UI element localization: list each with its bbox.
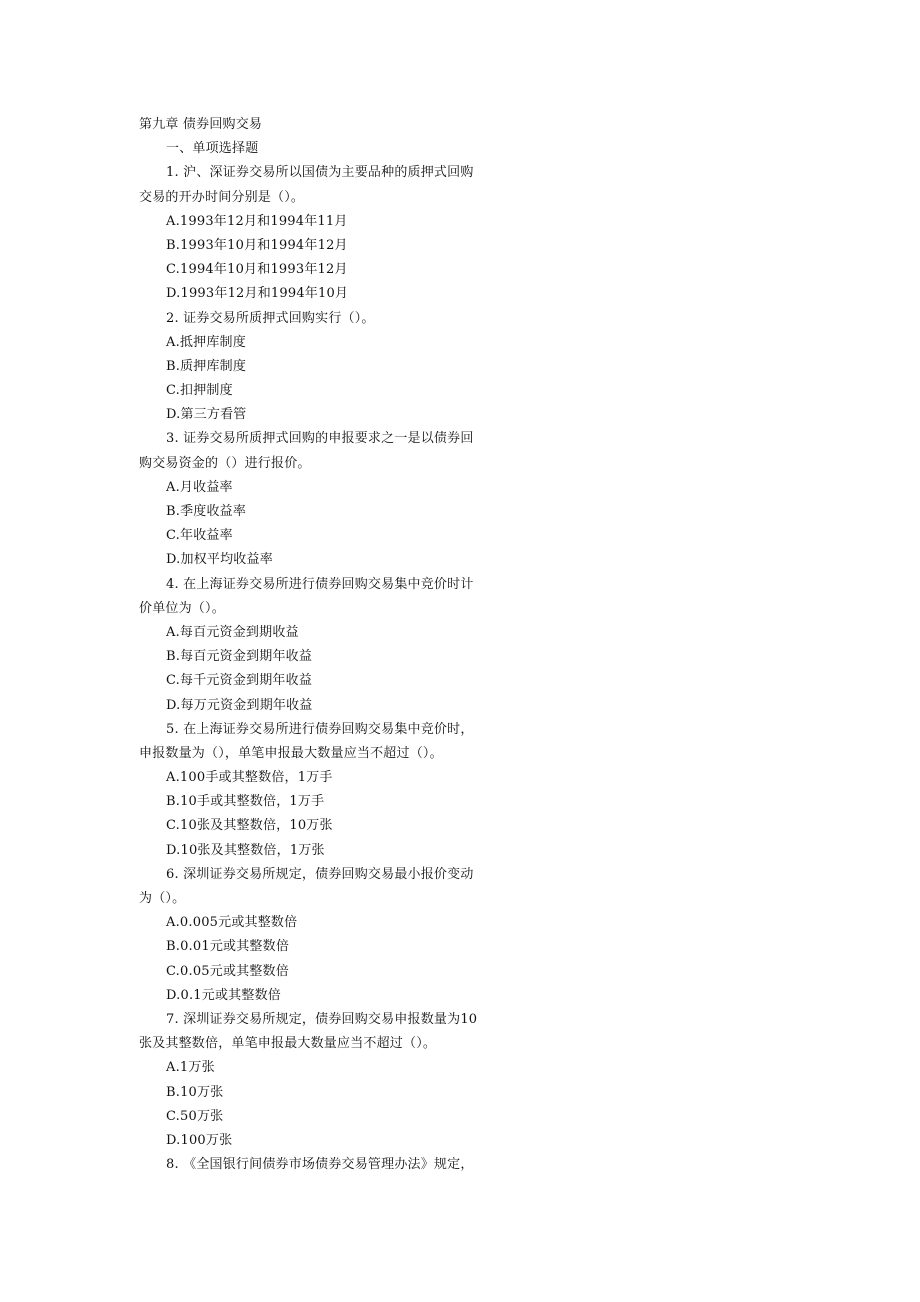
question-stem-line: 3. 证券交易所质押式回购的申报要求之一是以债券回 [166,431,474,447]
question-1 [139,161,493,306]
answer-option: D.100万张 [166,1132,233,1148]
question-stem-line: 8. 《全国银行间债券市场债券交易管理办法》规定， [166,1157,474,1173]
answer-option: A.1万张 [166,1060,215,1076]
answer-option: B.每百元资金到期年收益 [166,649,313,665]
question-stem-line: 6. 深圳证券交易所规定，债券回购交易最小报价变动 [166,866,474,882]
answer-option: D.0.1元或其整数倍 [166,987,281,1003]
answer-option: B.10万张 [166,1084,224,1100]
answer-option: B.0.01元或其整数倍 [166,939,290,955]
answer-option: C.扣押制度 [166,383,233,399]
question-5 [139,718,493,863]
section-title: 一、单项选择题 [166,141,259,157]
answer-option: C.50万张 [166,1108,224,1124]
question-6 [139,863,493,1008]
question-stem-line: 7. 深圳证券交易所规定，债券回购交易申报数量为10 [166,1011,478,1027]
answer-option: C.每千元资金到期年收益 [166,673,313,689]
question-4 [139,573,493,718]
question-stem-line: 价单位为（）。 [139,600,225,616]
question-stem-line: 5. 在上海证券交易所进行债券回购交易集中竞价时， [166,721,474,737]
answer-option: B.质押库制度 [166,358,247,374]
answer-option: B.1993年10月和1994年12月 [166,237,348,253]
answer-option: D.1993年12月和1994年10月 [166,286,349,302]
question-stem-line: 2. 证券交易所质押式回购实行（）。 [166,310,375,326]
question-2 [139,307,493,428]
question-list [139,161,493,1177]
question-stem-line: 为（）。 [139,891,186,906]
answer-option: C.10张及其整数倍，10万张 [166,818,333,834]
question-7 [139,1008,493,1153]
question-3 [139,427,493,572]
answer-option: C.年收益率 [166,528,233,544]
answer-option: D.加权平均收益率 [166,552,273,568]
answer-option: C.1994年10月和1993年12月 [166,262,348,278]
question-stem-line: 张及其整数倍，单笔申报最大数量应当不超过（）。 [139,1036,437,1052]
question-stem-line: 申报数量为（），单笔申报最大数量应当不超过（）。 [139,745,443,761]
answer-option: D.每万元资金到期年收益 [166,697,313,713]
answer-option: A.1993年12月和1994年11月 [166,213,348,229]
question-stem-line: 1. 沪、深证券交易所以国债为主要品种的质押式回购 [166,165,474,181]
question-stem-line: 4. 在上海证券交易所进行债券回购交易集中竞价时计 [166,576,474,592]
document-body [139,113,493,1177]
answer-option: B.10手或其整数倍，1万手 [166,794,325,810]
answer-option: C.0.05元或其整数倍 [166,963,289,979]
answer-option: D.10张及其整数倍，1万张 [166,842,325,858]
answer-option: B.季度收益率 [166,504,247,519]
question-stem-line: 购交易资金的（）进行报价。 [139,455,311,471]
answer-option: A.100手或其整数倍，1万手 [166,770,333,786]
answer-option: A.抵押库制度 [166,334,246,350]
answer-option: A.每百元资金到期收益 [166,624,299,640]
question-8 [139,1153,493,1177]
answer-option: D.第三方看管 [166,407,247,423]
chapter-title: 第九章 债券回购交易 [139,117,263,132]
answer-option: A.月收益率 [166,479,233,495]
question-stem-line: 交易的开办时间分别是（）。 [139,189,305,205]
answer-option: A.0.005元或其整数倍 [166,915,298,931]
